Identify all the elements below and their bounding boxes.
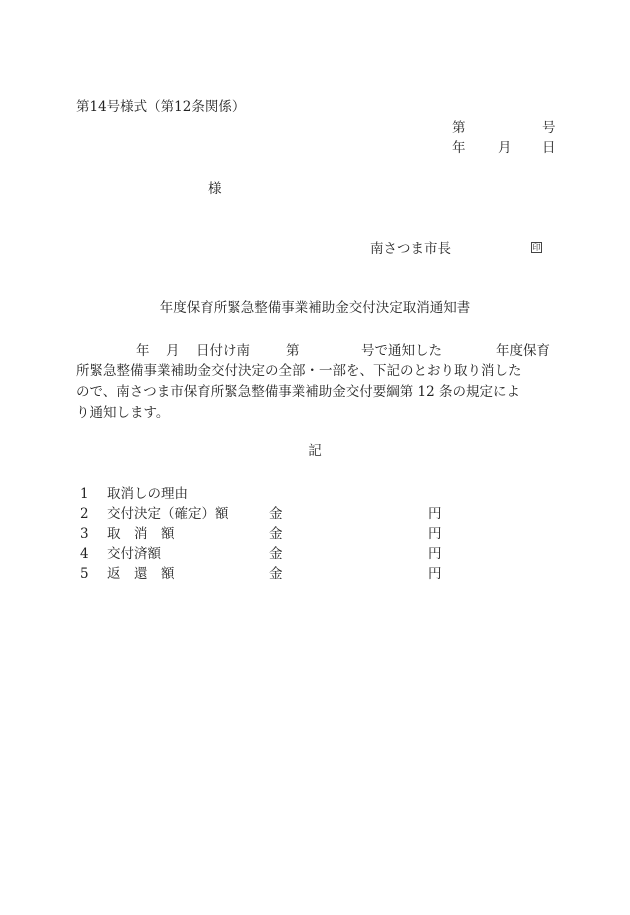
item-number: 5: [80, 566, 89, 582]
issuer-name: 南さつま市長: [370, 241, 451, 257]
item-number: 4: [80, 546, 89, 562]
body-line1-part3: 日付け南: [196, 343, 250, 359]
item-yen-label: 円: [428, 506, 442, 522]
item-kin-label: 金: [269, 546, 283, 562]
item-number: 2: [80, 506, 89, 522]
item-yen-label: 円: [428, 526, 442, 542]
item-kin-label: 金: [269, 506, 283, 522]
body-line1-part6: 年度保育: [496, 343, 550, 359]
addressee-honorific: 様: [208, 181, 222, 197]
form-label: 第14号様式（第12条関係）: [76, 99, 246, 115]
item-label: 取 消 額: [107, 526, 175, 542]
body-line1-part5: 号で通知した: [361, 343, 442, 359]
body-line1-part1: 年: [136, 343, 150, 359]
item-label: 取消しの理由: [107, 486, 188, 502]
date-day: 日: [542, 140, 556, 156]
item-kin-label: 金: [269, 526, 283, 542]
body-line1-part4: 第: [286, 343, 300, 359]
date-month: 月: [498, 140, 512, 156]
ki-heading: 記: [308, 443, 322, 459]
body-line4: り通知します。: [76, 405, 170, 421]
item-number: 1: [80, 486, 89, 502]
item-number: 3: [80, 526, 89, 542]
body-line3: ので、南さつま市保育所緊急整備事業補助金交付要綱第 12 条の規定によ: [76, 384, 520, 400]
date-year: 年: [452, 140, 466, 156]
document-number-prefix: 第: [452, 120, 466, 136]
body-line1-part2: 月: [166, 343, 180, 359]
seal-mark: 印: [532, 243, 541, 252]
document-number-suffix: 号: [542, 120, 556, 136]
item-label: 返 還 額: [107, 566, 175, 582]
item-kin-label: 金: [269, 566, 283, 582]
item-label: 交付済額: [107, 546, 161, 562]
item-yen-label: 円: [428, 566, 442, 582]
document-title: 年度保育所緊急整備事業補助金交付決定取消通知書: [159, 300, 471, 316]
body-line2: 所緊急整備事業補助金交付決定の全部・一部を、下記のとおり取り消した: [76, 363, 522, 379]
item-yen-label: 円: [428, 546, 442, 562]
item-label: 交付決定（確定）額: [107, 506, 229, 522]
